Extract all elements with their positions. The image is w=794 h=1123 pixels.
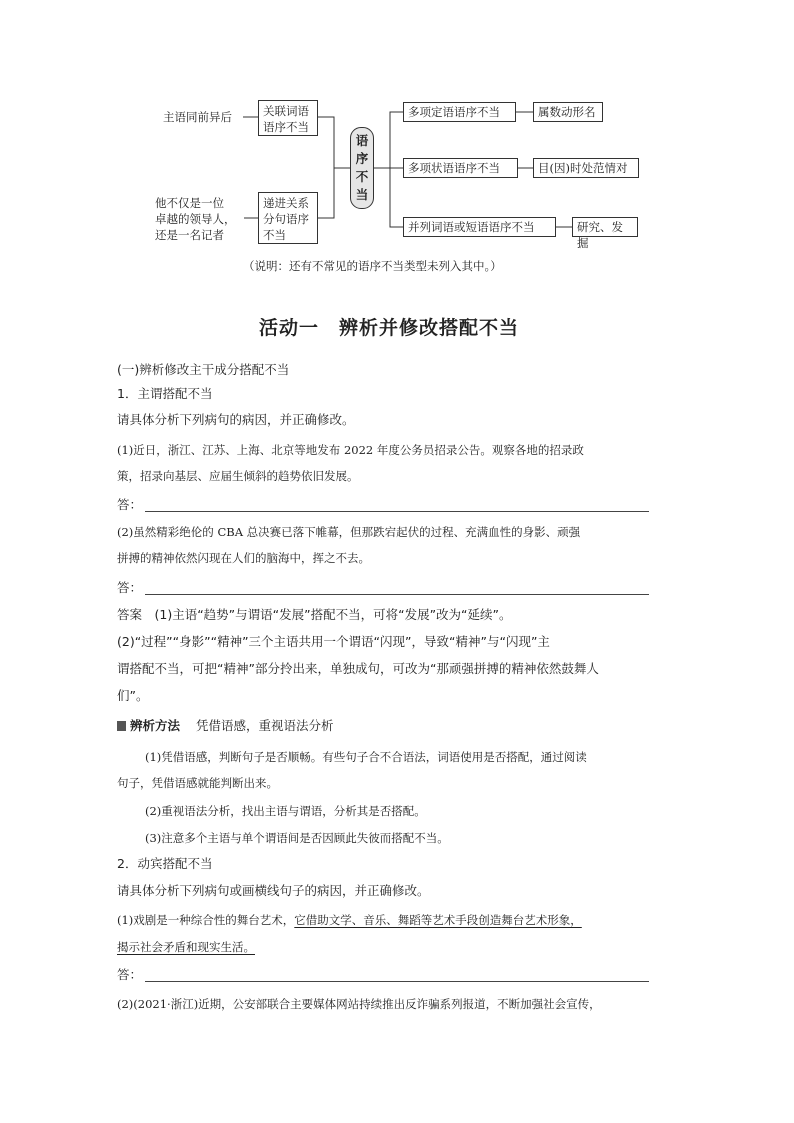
diagram-node-left-bottom [155, 195, 236, 243]
answer-line-3[interactable] [145, 981, 649, 982]
diagram-node-coordinate: 并列词语或短语语序不当 [403, 217, 556, 237]
subsection-heading-subject-predicate: 1．主谓搭配不当 [117, 386, 213, 401]
diagram-node-adverbial: 多项状语语序不当 [403, 158, 518, 178]
diagram-node-left-top: 主语同前异后 [163, 110, 232, 124]
method-point-1-line2: 句子，凭借语感就能判断出来。 [117, 776, 278, 790]
answer-line-2[interactable] [145, 594, 649, 595]
subsection-heading-verb-object: 2．动宾搭配不当 [117, 856, 213, 871]
method-title: 凭借语感，重视语法分析 [196, 718, 334, 733]
diagram-node-adverbial-rule: 目(因)时处范情对 [533, 158, 639, 178]
question-1-line1: (1)近日，浙江、江苏、上海、北京等地发布 2022 年度公务员招录公告。观察各地的招录政 [117, 443, 584, 457]
diagram-note: （说明：还有不常见的语序不当类型未列入其中。） [243, 259, 502, 273]
activity-title: 活动一 辨析并修改搭配不当 [259, 317, 520, 339]
question-3-underlined-2: 揭示社会矛盾和现实生活。 [117, 940, 255, 954]
diagram-node-attributive: 多项定语语序不当 [403, 102, 516, 122]
question-4-line1: (2)(2021·浙江)近期，公安部联合主要媒体网站持续推出反诈骗系列报道，不断加强社会宣传， [117, 997, 601, 1011]
answer-block-line1: 答案 (1)主语“趋势”与谓语“发展”搭配不当，可将“发展”改为“延续”。 [117, 607, 512, 622]
method-marker-icon [117, 721, 126, 731]
method-point-1-line1: (1)凭借语感，判断句子是否顺畅。有些句子合不合语法，词语使用是否搭配，通过阅读 [145, 750, 587, 764]
question-3-line1 [117, 910, 582, 930]
diagram-left-bottom-line3: 还是一名记者 [155, 228, 224, 242]
question-3-line2 [117, 937, 255, 957]
section-heading: (一)辨析修改主干成分搭配不当 [117, 362, 290, 377]
method-point-2: (2)重视语法分析，找出主语与谓语，分析其是否搭配。 [145, 804, 426, 818]
answer-label: 答： [117, 967, 143, 982]
question-2-line1: (2)虽然精彩绝伦的 CBA 总决赛已落下帷幕，但那跌宕起伏的过程、充满血性的身影、顽强 [117, 525, 581, 539]
diagram-center-char3: 不 [355, 169, 369, 184]
diagram-node-attributive-rule: 属数动形名 [533, 102, 603, 122]
diagram-connectors [0, 0, 794, 260]
answer-line-1[interactable] [145, 511, 649, 512]
question-2-line2: 拼搏的精神依然闪现在人们的脑海中，挥之不去。 [117, 551, 370, 565]
diagram-node-conjunction-line1: 关联词语 [263, 104, 309, 118]
diagram-center-char2: 序 [355, 151, 369, 166]
diagram-node-conjunction-order [258, 100, 318, 136]
diagram-node-conjunction-line2: 语序不当 [263, 120, 309, 134]
answer-block-line2: (2)“过程”“身影”“精神”三个主语共用一个谓语“闪现”，导致“精神”与“闪现”主 [117, 634, 550, 649]
answer-block-line4: 们”。 [117, 688, 149, 703]
diagram-progressive-line3: 不当 [263, 228, 286, 242]
method-label: 辨析方法 [130, 718, 181, 733]
question-1-line2: 策，招录向基层、应届生倾斜的趋势依旧发展。 [117, 469, 359, 483]
instruction-text: 请具体分析下列病句的病因，并正确修改。 [117, 412, 355, 427]
diagram-progressive-line2: 分句语序 [263, 212, 309, 226]
diagram-progressive-line1: 递进关系 [263, 196, 309, 210]
answer-label: 答： [117, 497, 143, 512]
diagram-center-char1: 语 [355, 133, 369, 148]
diagram-node-coordinate-example: 研究、发掘 [572, 217, 638, 237]
diagram-node-progressive-clause [258, 192, 318, 244]
answer-block-line3: 谓搭配不当，可把“精神”部分拎出来，单独成句，可改为“那顽强拼搏的精神依然鼓舞人 [117, 661, 599, 676]
diagram-left-bottom-line1: 他不仅是一位 [155, 196, 224, 210]
diagram-center-node [350, 127, 374, 209]
answer-label: 答： [117, 580, 143, 595]
diagram-center-char4: 当 [355, 187, 369, 202]
question-3-prefix: (1)戏剧是一种综合性的舞台艺术， [117, 913, 295, 927]
question-3-underlined-1: 它借助文学、音乐、舞蹈等艺术手段创造舞台艺术形象， [294, 913, 582, 927]
instruction-text-2: 请具体分析下列病句或画横线句子的病因，并正确修改。 [117, 883, 430, 898]
method-point-3: (3)注意多个主语与单个谓语间是否因顾此失彼而搭配不当。 [145, 831, 449, 845]
method-header [117, 716, 334, 736]
diagram-left-bottom-line2: 卓越的领导人， [155, 212, 236, 226]
